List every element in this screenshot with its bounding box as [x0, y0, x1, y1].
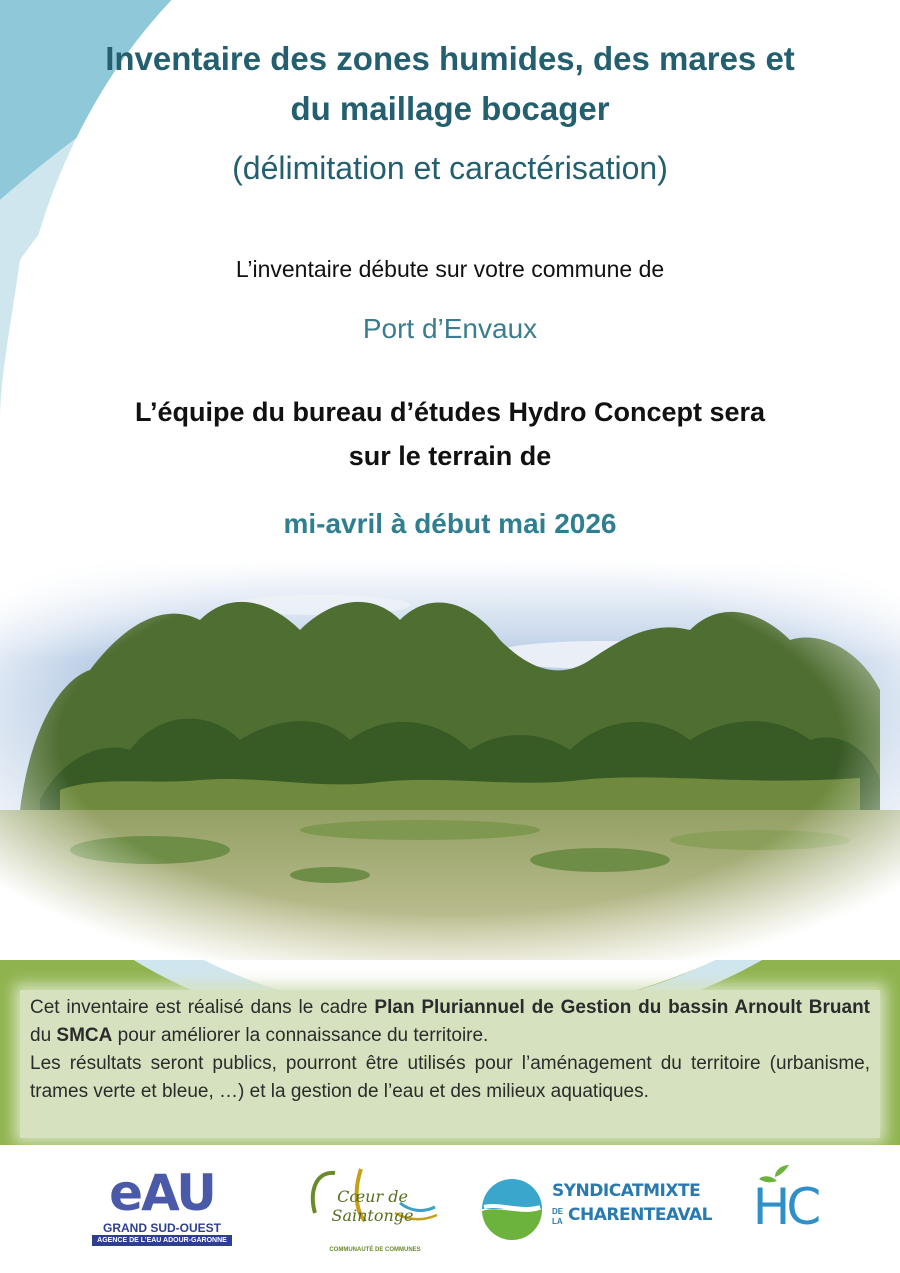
syndicat-mixte-charente-aval-logo — [480, 1175, 710, 1245]
hydro-concept-logo — [745, 1163, 825, 1243]
team-announcement — [0, 390, 900, 478]
syndicat-line-2: CHARENTEAVAL — [568, 1205, 712, 1225]
syndicat-logo-mark — [480, 1177, 544, 1241]
subtitle: (délimitation et caractérisation) — [232, 150, 668, 186]
eau-logo-wordmark: eAU — [109, 1164, 215, 1222]
syndicat-de: DE — [552, 1207, 564, 1216]
eau-logo-line-1: GRAND SUD-OUEST — [102, 1221, 221, 1235]
coeur-de-saintonge-logo — [305, 1163, 440, 1263]
commune-name: Port d’Envaux — [362, 313, 538, 344]
info-text: du — [30, 1025, 57, 1046]
info-paragraph-2: Les résultats seront publics, pourront être utilisés pour l’aménagement du territoire (urbanisme, trames verte et bleue, …) et la gestion de l’eau et des milieux aquatiques. — [30, 1053, 870, 1102]
plan-name: Plan Pluriannuel de Gestion du bassin Arnoult Bruant — [374, 997, 871, 1018]
title-line-1: Inventaire des zones humides, des mares et — [105, 40, 795, 77]
team-line-2: sur le terrain de — [348, 441, 552, 471]
syndicat-line-1: SYNDICATMIXTE — [552, 1181, 701, 1201]
info-text: Cet inventaire est réalisé dans le cadre — [30, 997, 375, 1018]
logo-bar — [0, 1145, 900, 1273]
info-paragraph-1 — [30, 994, 870, 1050]
team-line-1: L’équipe du bureau d’études Hydro Concept sera — [134, 397, 766, 427]
info-box — [20, 990, 880, 1138]
hc-logo-letters: HC — [752, 1178, 818, 1236]
syndicat-la: LA — [552, 1217, 563, 1226]
eau-grand-sud-ouest-logo — [92, 1165, 232, 1257]
page-title — [0, 34, 900, 134]
eau-logo-line-2: AGENCE DE L’EAU ADOUR-GARONNE — [92, 1235, 232, 1246]
intro-text: L’inventaire débute sur votre commune de — [235, 256, 665, 282]
smca-name: SMCA — [56, 1025, 113, 1046]
survey-dates: mi-avril à début mai 2026 — [283, 508, 617, 539]
title-line-2: du maillage bocager — [290, 90, 610, 127]
info-text: pour améliorer la connaissance du territoire. — [112, 1025, 489, 1046]
saintonge-logo-sub: COMMUNAUTÉ DE COMMUNES — [329, 1247, 421, 1253]
saintonge-logo-name: Cœur de Saintonge — [331, 1187, 414, 1225]
